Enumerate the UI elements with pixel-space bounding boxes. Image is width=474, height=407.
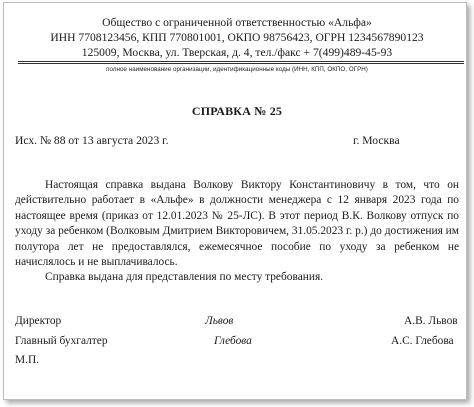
document-body — [15, 178, 459, 286]
document-title: СПРАВКА № 25 — [191, 104, 283, 118]
document-city: г. Москва — [353, 134, 400, 147]
outgoing-reference: Исх. № 88 от 13 августа 2023 г. — [15, 134, 169, 147]
organization-address: 125009, Москва, ул. Тверская, д. 4, тел./факс + 7(499)489-45-93 — [81, 46, 393, 59]
stamp-place: М.П. — [15, 354, 40, 366]
organization-codes: ИНН 7708123456, КПП 770801001, ОКПО 98756423, ОГРН 1234567890123 — [50, 31, 424, 44]
accountant-name: А.С. Глебова — [391, 335, 454, 347]
director-name: А.В. Львов — [404, 315, 458, 327]
header-caption: полное наименование организации, идентификационные коды (ИНН, КПП, ОКПО, ОГРН) — [106, 66, 368, 73]
body-paragraph-main: Настоящая справка выдана Волкову Виктору Константиновичу в том, что он действительно работает в «Альфе» в должности менеджера с 12 января 2023 года по настоящее время (приказ от 12.01.2023 № 25-ЛС). В этот период В.К. Волкову отпуск по уходу за ребенком (Волковым Дмитрием Викторовичем, 31.05.2023 г. р.) до достижения им полутора лет не предоставлялся, ежемесячное пособие по уходу за ребенком не начислялось и не выплачивалось. — [15, 179, 459, 269]
body-paragraph-purpose: Справка выдана для представления по месту требования. — [45, 271, 324, 284]
header-rule-bottom — [18, 63, 464, 64]
accountant-signature: Глебова — [214, 335, 252, 347]
director-signature: Львов — [205, 315, 234, 327]
stamp-row — [0, 354, 474, 369]
accountant-role: Главный бухгалтер — [15, 335, 108, 347]
organization-name: Общество с ограниченной ответственностью «Альфа» — [102, 16, 372, 29]
director-role: Директор — [15, 315, 62, 327]
signature-row-director — [0, 315, 474, 330]
header-rule-top — [18, 61, 464, 62]
signature-row-accountant — [0, 335, 474, 350]
